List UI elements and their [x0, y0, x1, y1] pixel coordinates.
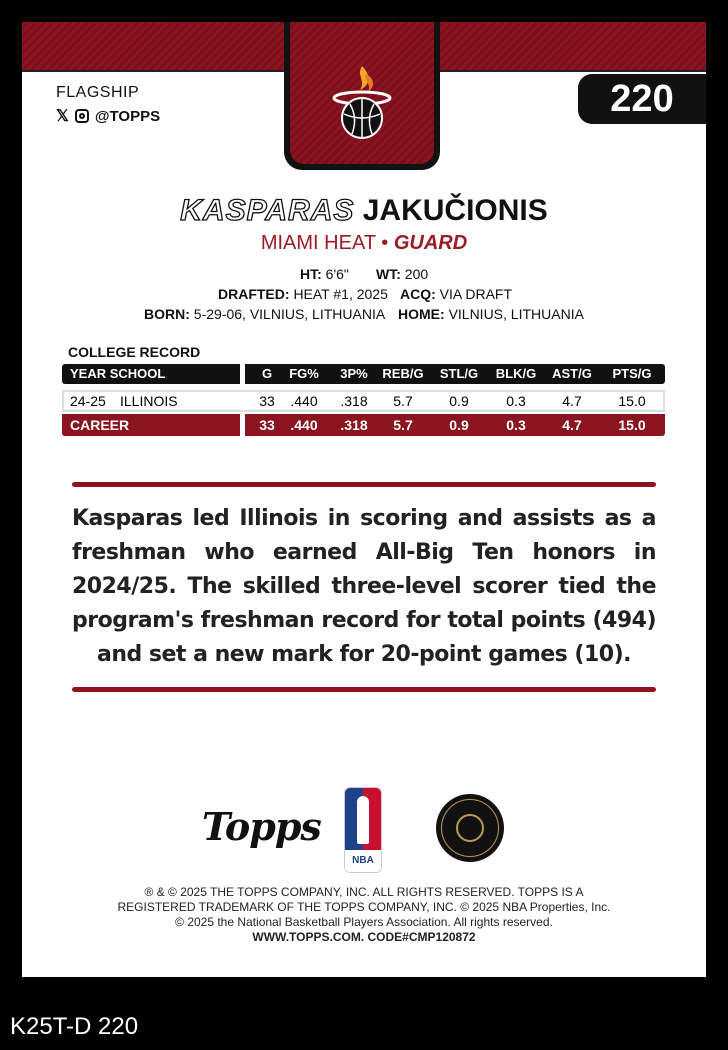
- col-header: STL/G: [439, 366, 479, 381]
- player-first-name: KASPARAS: [180, 194, 355, 227]
- row-year: 24-25: [70, 393, 106, 409]
- row-value: 0.9: [449, 393, 469, 409]
- x-icon: 𝕏: [56, 108, 69, 125]
- miami-heat-logo-icon: [332, 62, 392, 144]
- divider-bottom: [72, 687, 656, 692]
- row-value: 33: [259, 393, 275, 409]
- player-blurb: Kasparas led Illinois in scoring and assists as a freshman who earned All-Big Ten honors in 2024/25. The skilled three-level scorer tied the program's freshman record for total points (494) and set a new mark for 20-point games (10).: [72, 506, 656, 667]
- divider-top: [72, 482, 656, 487]
- position: GUARD: [393, 232, 468, 254]
- career-value: 15.0: [618, 417, 646, 433]
- player-last-name: JAKUČIONIS: [362, 194, 548, 227]
- career-value: .440: [290, 417, 318, 433]
- trading-card-back: [22, 22, 706, 977]
- nba-logo-text: NBA: [345, 850, 381, 872]
- row-value: .318: [340, 393, 368, 409]
- stats-title: COLLEGE RECORD: [68, 344, 201, 360]
- nbpa-logo-icon: [436, 794, 504, 862]
- legal-line-1: ® & © 2025 THE TOPPS COMPANY, INC. ALL RIGHTS RESERVED. TOPPS IS A: [144, 885, 584, 899]
- team-position: [22, 232, 706, 255]
- legal-line-3: © 2025 the National Basketball Players Association. All rights reserved.: [175, 915, 553, 929]
- social-handle: @TOPPS: [94, 107, 161, 125]
- career-value: 33: [259, 417, 275, 433]
- row-value: 0.3: [506, 393, 526, 409]
- nba-logo-icon: [344, 787, 382, 873]
- bio-weight: WT: 200: [376, 266, 429, 282]
- row-value: 15.0: [618, 393, 646, 409]
- stats-header-year-school: YEAR SCHOOL: [70, 366, 166, 381]
- career-value: 0.9: [449, 417, 469, 433]
- row-value: 4.7: [562, 393, 582, 409]
- col-header: PTS/G: [612, 366, 652, 381]
- team-name: MIAMI HEAT: [260, 232, 376, 254]
- team-logo-tab: [284, 22, 440, 170]
- card-number: 220: [578, 74, 706, 124]
- career-label: CAREER: [70, 417, 130, 433]
- col-header: G: [261, 366, 273, 381]
- social-links: [56, 106, 160, 126]
- col-header: AST/G: [552, 366, 592, 381]
- career-value: .318: [340, 417, 368, 433]
- bio-height: HT: 6'6": [300, 266, 349, 282]
- col-header: 3P%: [340, 366, 368, 381]
- career-value: 0.3: [506, 417, 526, 433]
- career-value: 4.7: [562, 417, 582, 433]
- bio-home: HOME: VILNIUS, LITHUANIA: [398, 306, 584, 322]
- bio-born: BORN: 5-29-06, VILNIUS, LITHUANIA: [144, 306, 386, 322]
- legal-line-4: WWW.TOPPS.COM. CODE#CMP120872: [252, 930, 476, 944]
- col-header: FG%: [289, 366, 319, 381]
- topps-logo: Topps: [202, 804, 321, 849]
- row-value: .440: [290, 393, 318, 409]
- image-caption: K25T-D 220: [10, 1013, 139, 1040]
- player-name: [22, 194, 706, 228]
- bullet-separator: •: [381, 232, 389, 254]
- career-value: 5.7: [393, 417, 413, 433]
- col-header: REB/G: [382, 366, 424, 381]
- instagram-icon: [75, 109, 89, 123]
- col-header: BLK/G: [495, 366, 537, 381]
- bio-drafted: DRAFTED: HEAT #1, 2025: [218, 286, 388, 302]
- bio-acquired: ACQ: VIA DRAFT: [400, 286, 513, 302]
- legal-line-2: REGISTERED TRADEMARK OF THE TOPPS COMPANY, INC. © 2025 NBA Properties, Inc.: [117, 900, 611, 914]
- row-value: 5.7: [393, 393, 413, 409]
- brand-label: FLAGSHIP: [56, 84, 140, 101]
- row-school: ILLINOIS: [120, 393, 178, 409]
